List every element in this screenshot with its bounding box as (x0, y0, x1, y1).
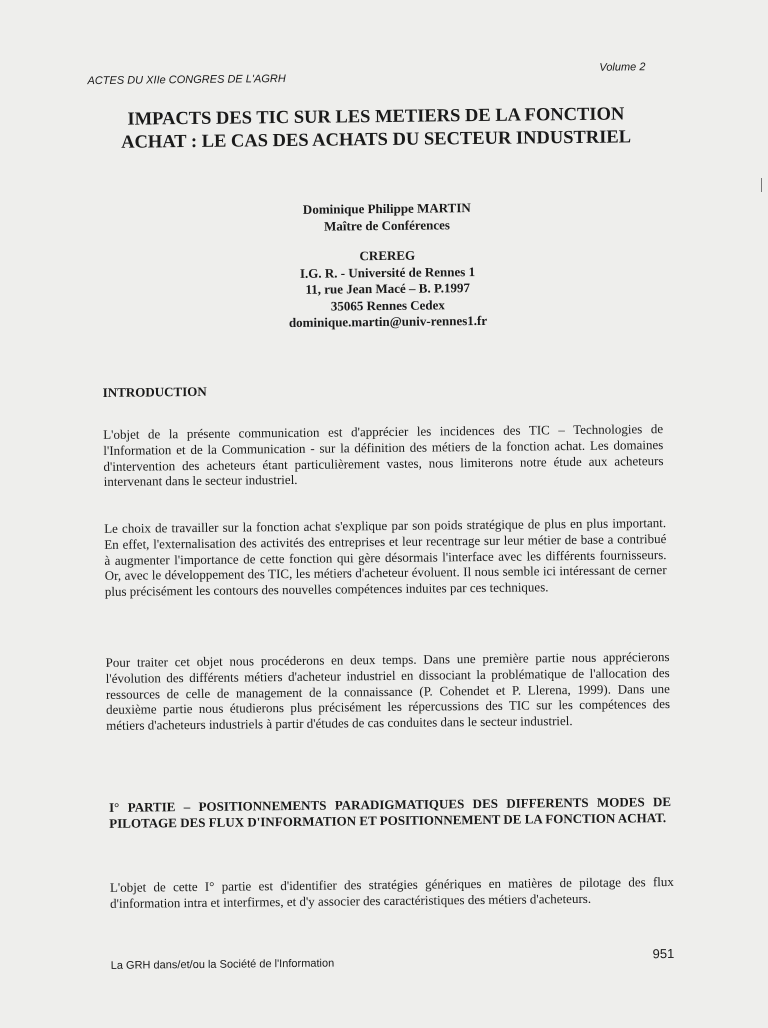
author-block (187, 199, 588, 333)
author-lab: CREREG (359, 247, 416, 264)
introduction-heading: INTRODUCTION (102, 383, 207, 400)
author-institution: I.G. R. - Université de Rennes 1 (299, 263, 476, 281)
author-address-line-2: 35065 Rennes Cedex (330, 296, 445, 314)
paper-title: IMPACTS DES TIC SUR LES METIERS DE LA FONCTION ACHAT : LE CAS DES ACHATS DU SECTEUR INDUSTRIEL (121, 104, 632, 153)
scan-artifact-mark (761, 178, 762, 192)
running-header-left: ACTES DU XIIe CONGRES DE L'AGRH (87, 73, 286, 88)
author-email: dominique.martin@univ-rennes1.fr (288, 312, 488, 330)
intro-paragraph-3: Pour traiter cet objet nous procéderons en deux temps. Dans une première partie nous apprécierons l'évolution des différents métiers d'acheteur industriel en dissociant la problématique de l'allocation des ressources de celle de management de la connaissance (P. Cohendet et P. Llerena, 1999). Dans une deuxième partie nous étudierons plus précisément les répercussions des TIC sur les compétences des métiers d'acheteurs industriels à partir d'études de cas conduites dans le secteur industriel. (105, 649, 671, 734)
author-address-line-1: 11, rue Jean Macé – B. P.1997 (305, 280, 470, 297)
part-1-heading: I° PARTIE – POSITIONNEMENTS PARADIGMATIQUES DES DIFFERENTS MODES DE PILOTAGE DES FLUX D'INFORMATION ET POSITIONNEMENT DE LA FONCTION ACHAT. (108, 794, 672, 831)
running-footer: La GRH dans/et/ou la Société de l'Information (110, 957, 335, 972)
author-role: Maître de Conférences (323, 216, 451, 234)
page-number: 951 (652, 945, 675, 962)
author-name: Dominique Philippe MARTIN (302, 200, 471, 217)
intro-paragraph-1: L'objet de la présente communication est d'apprécier les incidences des TIC – Technologies de l'Information et de la Communication - sur la définition des métiers de la fonction achat. Les domaines d'intervention des acheteurs étant particulièrement vastes, nous limiterons notre étude aux acheteurs intervenant dans le secteur industriel. (103, 421, 664, 490)
part-1-paragraph-1: L'objet de cette I° partie est d'identifier des stratégies génériques en matières de pilotage des flux d'information intra et interfirmes, et d'y associer des caractéristiques des métiers d'acheteurs. (109, 873, 674, 911)
intro-paragraph-2: Le choix de travailler sur la fonction achat s'explique par son poids stratégique de plus en plus important. En effet, l'externalisation des activités des entreprises et leur recentrage sur leur métier de base a contribué à augmenter l'importance de cette fonction qui gère désormais l'interface avec les différents fournisseurs. Or, avec le développement des TIC, les métiers d'acheteur évoluent. Il nous semble ici intéressant de cerner plus précisément les contours des nouvelles compétences induites par ces techniques. (104, 515, 667, 600)
running-header-right: Volume 2 (599, 61, 646, 74)
